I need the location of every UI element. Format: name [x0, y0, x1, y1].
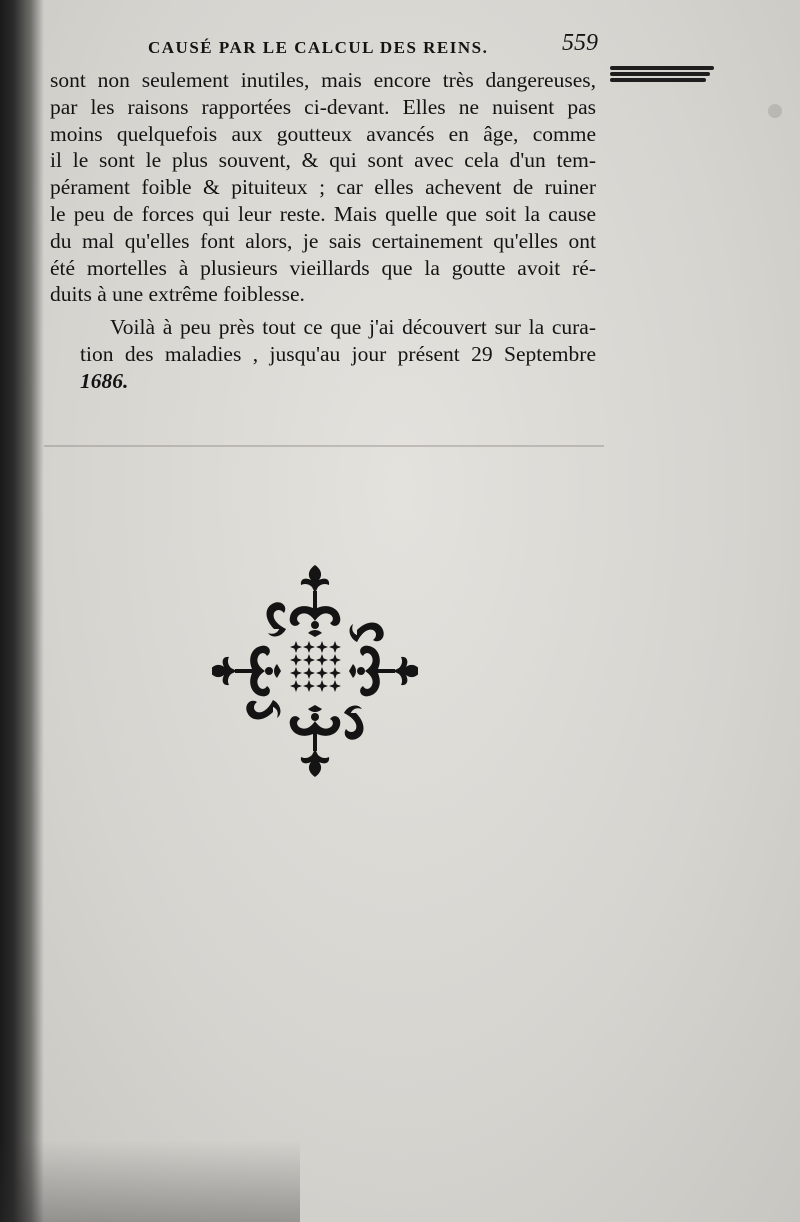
text-line: moins quelquefois aux goutteux avancés en âge, comme — [50, 121, 596, 146]
ink-stroke — [610, 78, 706, 82]
text-line: duits à une extrême foiblesse. — [50, 282, 305, 307]
text-line: sont non seulement inutiles, mais encore très dangereuses, — [50, 68, 596, 92]
page-header — [148, 30, 598, 66]
text-line: le peu de forces qui leur reste. Mais quelle que soit la cause — [50, 201, 596, 226]
text-line: 1686. — [80, 368, 129, 393]
paragraph-1 — [50, 67, 596, 308]
running-title: CAUSÉ PAR LE CALCUL DES REINS. — [148, 38, 489, 57]
paper-stain — [768, 104, 782, 118]
text-line: par les raisons rapportées ci-devant. Elles ne nuisent pas — [50, 94, 596, 119]
ink-stroke — [610, 72, 710, 76]
fleuron-ornament-icon — [212, 563, 418, 779]
text-line: du mal qu'elles font alors, je sais certainement qu'elles ont — [50, 228, 596, 253]
binding-shadow — [0, 0, 44, 1222]
text-line: pérament foible & pituiteux ; car elles achevent de ruiner — [50, 175, 596, 200]
text-line: tion des maladies , jusqu'au jour présent 29 Septembre — [80, 341, 596, 366]
page-number: 559 — [562, 30, 598, 56]
ink-stroke — [610, 66, 714, 70]
paragraph-2 — [50, 314, 596, 394]
page-shadow — [0, 1140, 300, 1222]
text-line: été mortelles à plusieurs vieillards que la goutte avoit ré- — [50, 255, 596, 280]
bleed-through-rule — [44, 445, 604, 447]
body-text — [50, 67, 596, 395]
margin-ink-marks — [610, 64, 716, 84]
text-line: Voilà à peu près tout ce que j'ai découvert sur la cura- — [110, 315, 596, 340]
text-line: il le sont le plus souvent, & qui sont avec cela d'un tem- — [50, 148, 596, 173]
